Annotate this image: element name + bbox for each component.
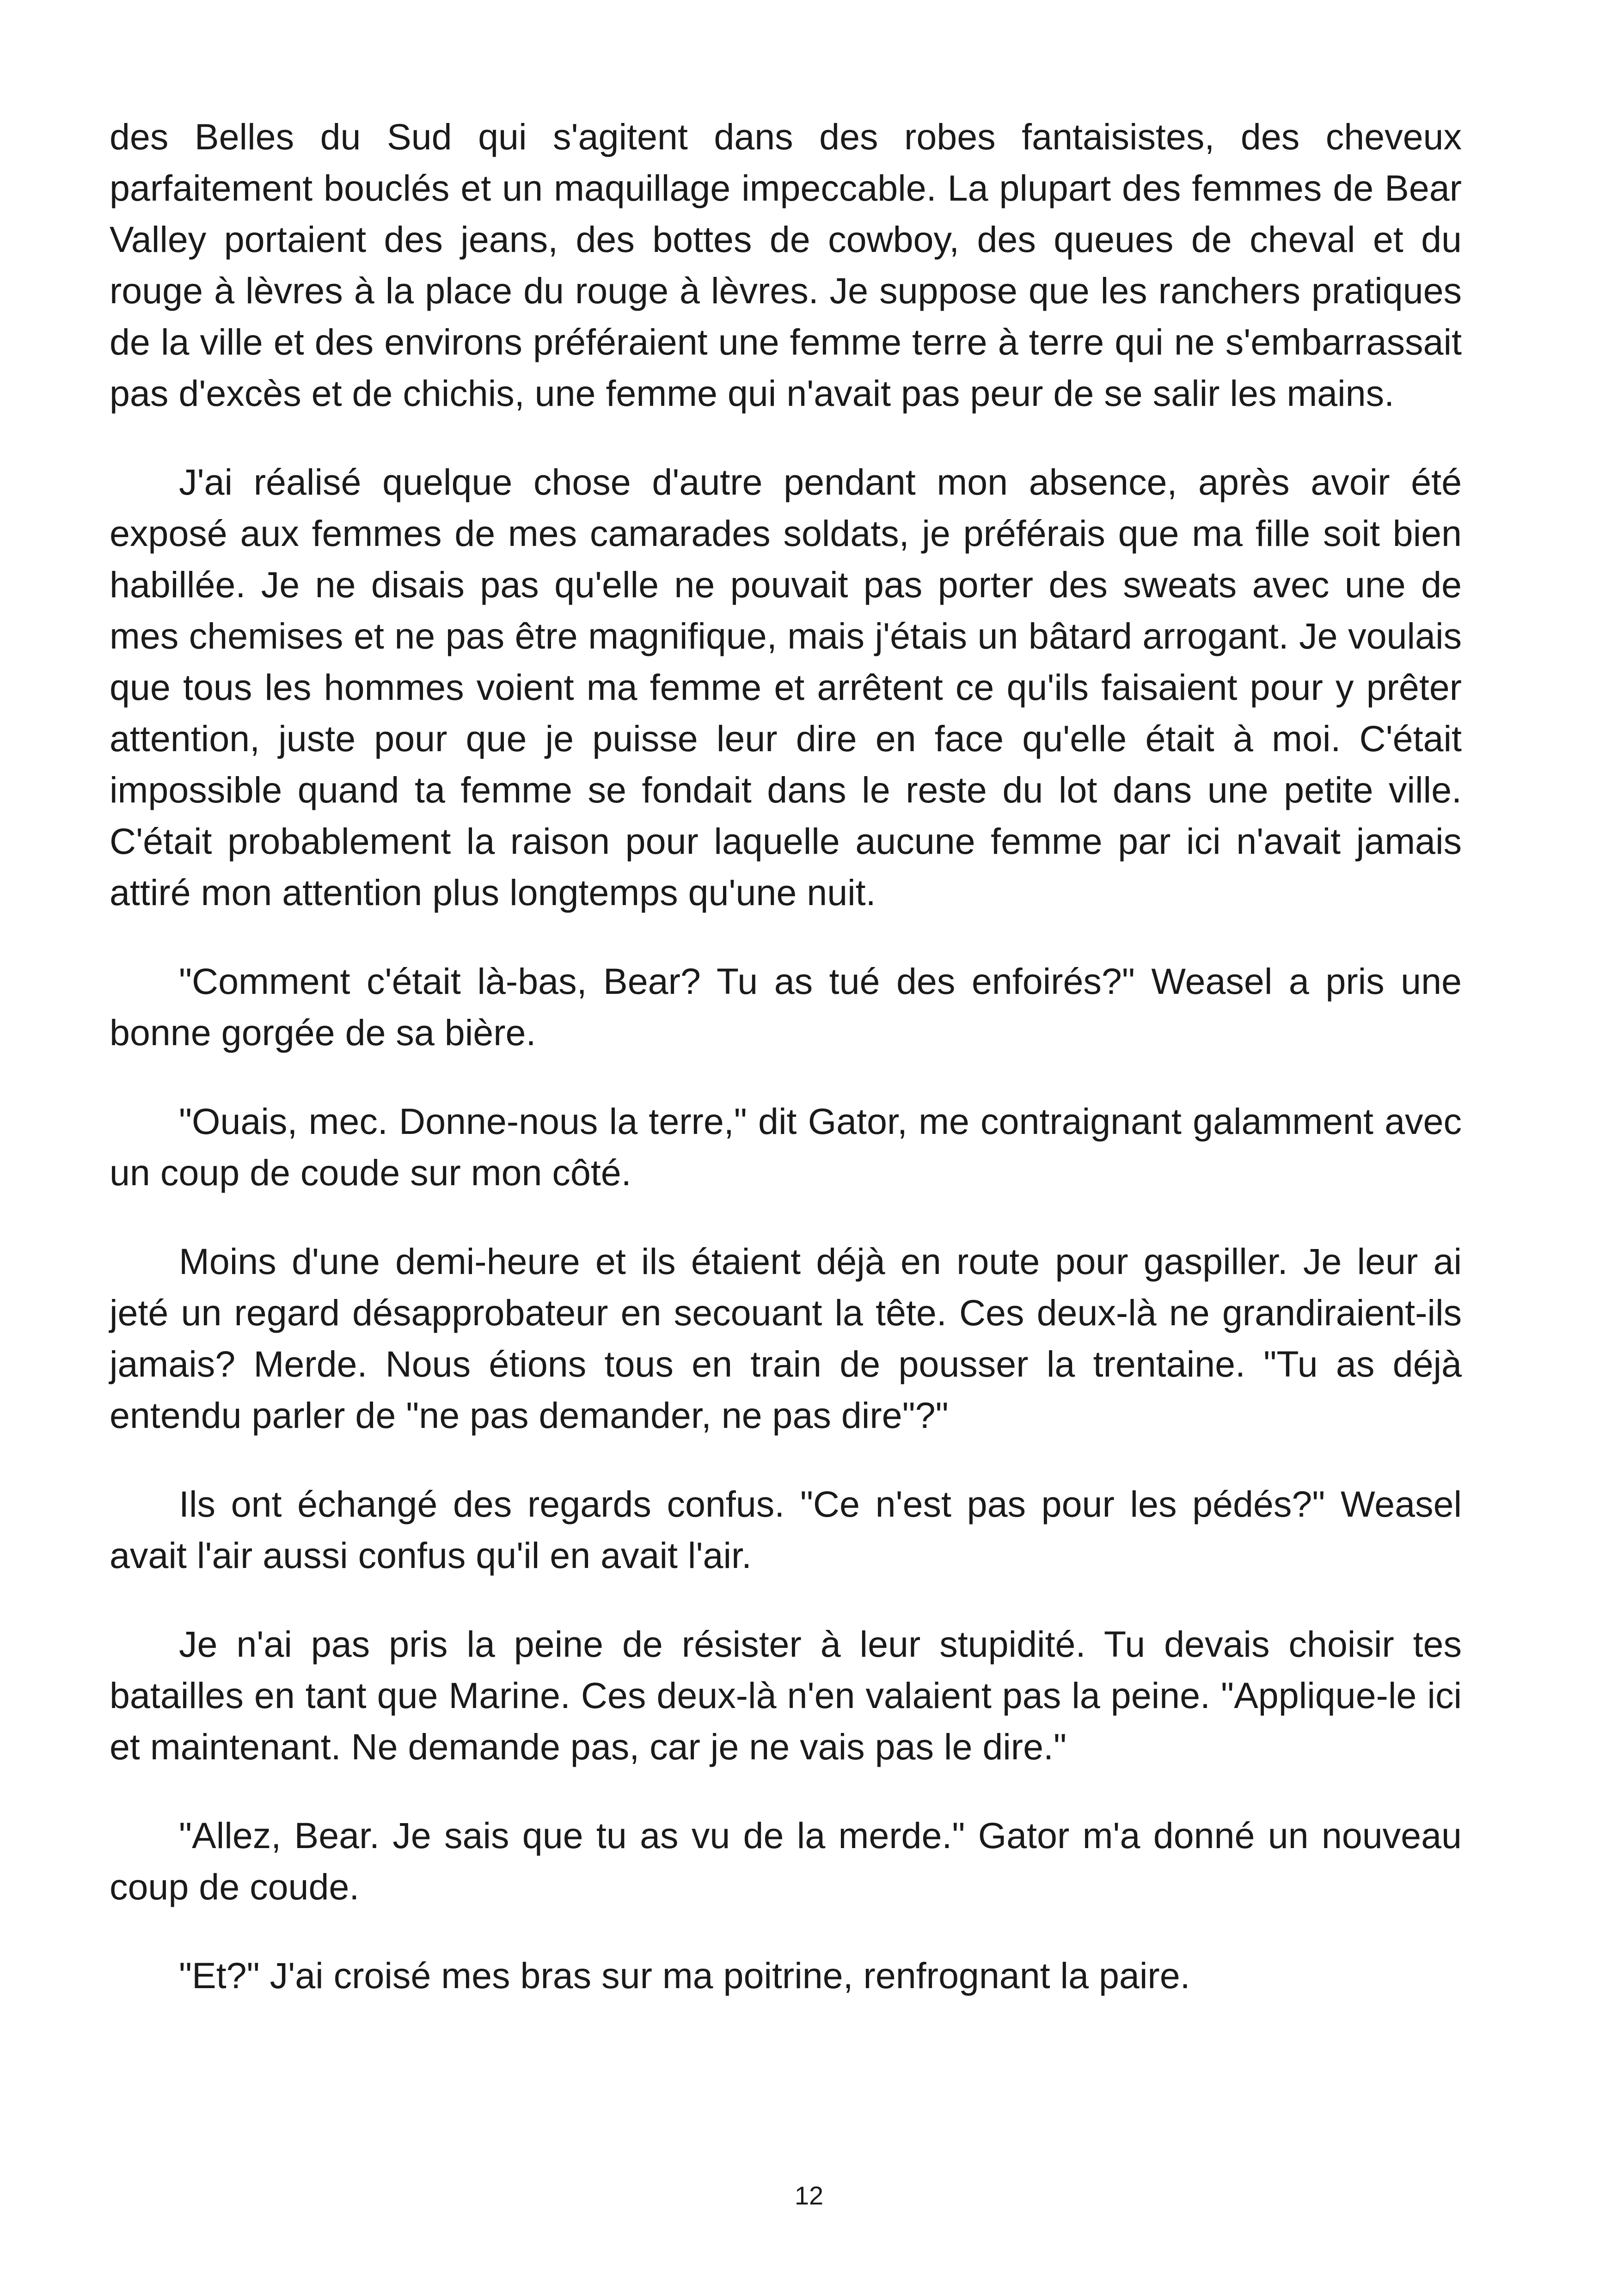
paragraph: Ils ont échangé des regards confus. "Ce n'est pas pour les pédés?" Weasel avait l'air aussi confus qu'il en avait l'air. [110,1483,1462,1576]
paragraph: Moins d'une demi-heure et ils étaient déjà en route pour gaspiller. Je leur ai jeté un regard désapprobateur en secouant la tête. Ces deux-là ne grandiraient-ils jamais? Merde. Nous étions tous en train de pousser la trentaine. "Tu as déjà entendu parler de "ne pas demander, ne pas dire"?" [110,1241,1462,1436]
paragraph: des Belles du Sud qui s'agitent dans des robes fantaisistes, des cheveux parfaitement bouclés et un maquillage impeccable. La plupart des femmes de Bear Valley portaient des jeans, des bottes de cowboy, des queues de cheval et du rouge à lèvres à la place du rouge à lèvres. Je suppose que les ranchers pratiques de la ville et des environs préféraient une femme terre à terre qui ne s'embarrassait pas d'excès et de chichis, une femme qui n'avait pas peur de se salir les mains. [110,116,1462,414]
paragraph: "Ouais, mec. Donne-nous la terre," dit Gator, me contraignant galamment avec un coup de coude sur mon côté. [110,1101,1462,1193]
paragraph: "Et?" J'ai croisé mes bras sur ma poitrine, renfrognant la paire. [179,1955,1190,1996]
paragraph: J'ai réalisé quelque chose d'autre pendant mon absence, après avoir été exposé aux femmes de mes camarades soldats, je préférais que ma fille soit bien habillée. Je ne disais pas qu'elle ne pouvait pas porter des sweats avec une de mes chemises et ne pas être magnifique, mais j'étais un bâtard arrogant. Je voulais que tous les hommes voient ma femme et arrêtent ce qu'ils faisaient pour y prêter attention, juste pour que je puisse leur dire en face qu'elle était à moi. C'était impossible quand ta femme se fondait dans le reste du lot dans une petite ville. C'était probablement la raison pour laquelle aucune femme par ici n'avait jamais attiré mon attention plus longtemps qu'une nuit. [110,461,1462,913]
paragraph: "Allez, Bear. Je sais que tu as vu de la merde." Gator m'a donné un nouveau coup de coude. [110,1815,1462,1907]
page-number: 12 [794,2181,824,2210]
body-text [110,111,1462,2039]
paragraph: "Comment c'était là-bas, Bear? Tu as tué des enfoirés?" Weasel a pris une bonne gorgée de sa bière. [110,961,1462,1053]
paragraph: Je n'ai pas pris la peine de résister à leur stupidité. Tu devais choisir tes batailles en tant que Marine. Ces deux-là n'en valaient pas la peine. "Applique-le ici et maintenant. Ne demande pas, car je ne vais pas le dire." [110,1623,1462,1767]
